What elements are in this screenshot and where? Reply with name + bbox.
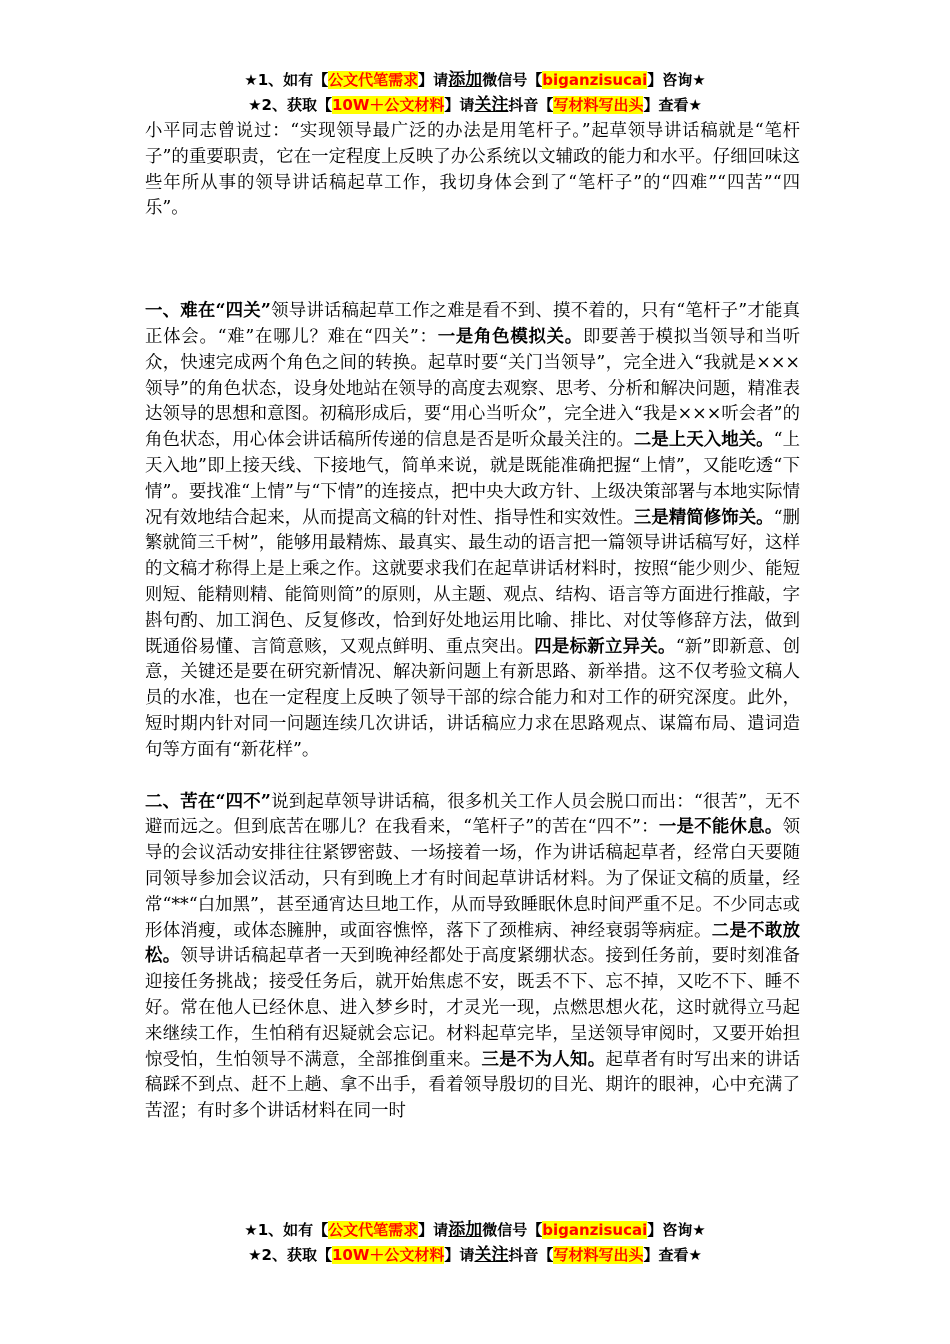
highlight-douyin: 写材料写出头 (553, 96, 644, 114)
body-text: 即要善于模拟当领导和当听众，快速完成两个角色之间的转换。起草时要“关门当领导”，完全进入“我就是×××领导”的角色状态，设身处地站在领导的高度去观察、思考、分析和解决问题，精准表达领导的思想和意图。初稿形成后，要“用心当听众”，完全进入“我是×××听会者”的角色状态，用心体会讲话稿所传递的信息是否是听众最关注的。 (145, 326, 800, 451)
highlight-wechat-id: biganzisucai (542, 71, 648, 89)
banner-text: 】查看★ (643, 96, 702, 114)
section1-heading: 一、难在“四关” (145, 301, 271, 322)
banner-text: ★2、获取【 (248, 96, 332, 114)
bold-point: 二是上天入地关。 (633, 430, 774, 451)
body-text: “上天入地”即上接天线、下接地气，简单来说，就是既能准确把握“上情”，又能吃透“下情”。要找准“上情”与“下情”的连接点，把中央大政方针、上级决策部署与本地实际情况有效地结合起来，从而提高文稿的针对性、指导性和实效性。 (145, 430, 800, 528)
section2-heading: 二、苦在“四不” (145, 791, 271, 812)
banner-text: 抖音【 (508, 96, 554, 114)
body-text: 领导的会议活动安排往往紧锣密鼓、一场接着一场，作为讲话稿起草者，经常白天要随同领导参加会议活动，只有到晚上才有时间起草讲话材料。为了保证文稿的质量，经常“**“白加黑”，甚至通宵达旦地工作，从而导致睡眠休息时间严重不足。不少同志或形体消瘦，或体态臃肿，或面容憔悴，落下了颈椎病、神经衰弱等病症。 (145, 817, 800, 941)
banner-text-add: 添加 (448, 70, 483, 90)
body-text: “新”即新意、创意，关键还是要在研究新情况、解决新问题上有新思路、新举措。这不仅考验文稿人员的水准，也在一定程度上反映了领导干部的综合能力和对工作的研究深度。此外，短时期内针对同一问题连续几次讲话，讲话稿应力求在思路观点、谋篇布局、遣词造句等方面有“新花样”。 (145, 636, 800, 760)
bold-point: 二是不敢放松。 (145, 920, 800, 967)
bottom-banner-line2 (0, 1243, 950, 1267)
banner-text: 微信号【 (482, 1221, 543, 1239)
bold-point: 三是不为人知。 (481, 1049, 606, 1070)
highlight-douyin: 写材料写出头 (553, 1246, 644, 1264)
highlight-wechat-id: biganzisucai (542, 1221, 648, 1239)
banner-text: 】请 (418, 71, 449, 89)
banner-text: 】查看★ (643, 1246, 702, 1264)
highlight-materials: 10W＋公文材料 (331, 96, 445, 114)
banner-text-add: 添加 (448, 1220, 483, 1240)
bold-point: 一是角色模拟关。 (437, 326, 583, 347)
banner-text: 】请 (444, 96, 475, 114)
highlight-service: 公文代笔需求 (328, 71, 419, 89)
highlight-service: 公文代笔需求 (328, 1221, 419, 1239)
body-text: 领导讲话稿起草者一天到晚神经都处于高度紧绷状态。接到任务前，要时刻准备迎接任务挑战；接受任务后，就开始焦虑不安，既丢不下、忘不掉，又吃不下、睡不好。常在他人已经休息、进入梦乡时，才灵光一现，点燃思想火花，这时就得立马起来继续工作，生怕稍有迟疑就会忘记。材料起草完毕，呈送领导审阅时，又要开始担惊受怕，生怕领导不满意，全部推倒重来。 (145, 946, 800, 1070)
banner-text: 】咨询★ (647, 71, 706, 89)
banner-text-follow: 关注 (474, 95, 509, 115)
body-text: 领导讲话稿起草工作之难是看不到、摸不着的，只有“笔杆子”才能真正体会。“难”在哪儿？难在“四关”： (145, 301, 800, 347)
bold-point: 四是标新立异关。 (534, 636, 676, 657)
document-body (145, 119, 800, 1125)
banner-text: ★2、获取【 (248, 1246, 332, 1264)
body-text: “删繁就简三千树”，能够用最精炼、最真实、最生动的语言把一篇领导讲话稿写好，这样的文稿才称得上是上乘之作。这就要求我们在起草讲话材料时，按照“能少则少、能短则短、能精则精、能简则简”的原则，从主题、观点、结构、语言等方面进行推敲，字斟句酌、加工润色、反复修改，恰到好处地运用比喻、排比、对仗等修辞方法，做到既通俗易懂、言简意赅，又观点鲜明、重点突出。 (145, 507, 800, 657)
section2-paragraph (145, 790, 800, 1125)
top-banner-line1 (0, 68, 950, 92)
bottom-banner-line1 (0, 1218, 950, 1242)
banner-text-follow: 关注 (474, 1245, 509, 1265)
banner-text: 】请 (418, 1221, 449, 1239)
banner-text: 微信号【 (482, 71, 543, 89)
banner-text: ★1、如有【 (244, 1221, 329, 1239)
top-banner-line2 (0, 93, 950, 117)
section1-paragraph (145, 299, 800, 763)
banner-text: 】咨询★ (647, 1221, 706, 1239)
bold-point: 三是精简修饰关。 (633, 507, 774, 528)
highlight-materials: 10W＋公文材料 (331, 1246, 445, 1264)
intro-paragraph: 小平同志曾说过：“实现领导最广泛的办法是用笔杆子。”起草领导讲话稿就是“笔杆子”的重要职责，它在一定程度上反映了办公系统以文辅政的能力和水平。仔细回味这些年所从事的领导讲话稿起草工作，我切身体会到了“笔杆子”的“四难”“四苦”“四乐”。 (145, 121, 800, 219)
bold-point: 一是不能休息。 (658, 817, 783, 838)
banner-text: 】请 (444, 1246, 475, 1264)
banner-text: ★1、如有【 (244, 71, 329, 89)
banner-text: 抖音【 (508, 1246, 554, 1264)
body-text: 说到起草领导讲话稿，很多机关工作人员会脱口而出：“很苦”，无不避而远之。但到底苦在哪儿？在我看来，“笔杆子”的苦在“四不”： (145, 791, 800, 838)
body-text: 起草者有时写出来的讲话稿踩不到点、赶不上趟、拿不出手，看着领导殷切的目光、期许的眼神，心中充满了苦涩；有时多个讲话材料在同一时 (145, 1049, 800, 1122)
